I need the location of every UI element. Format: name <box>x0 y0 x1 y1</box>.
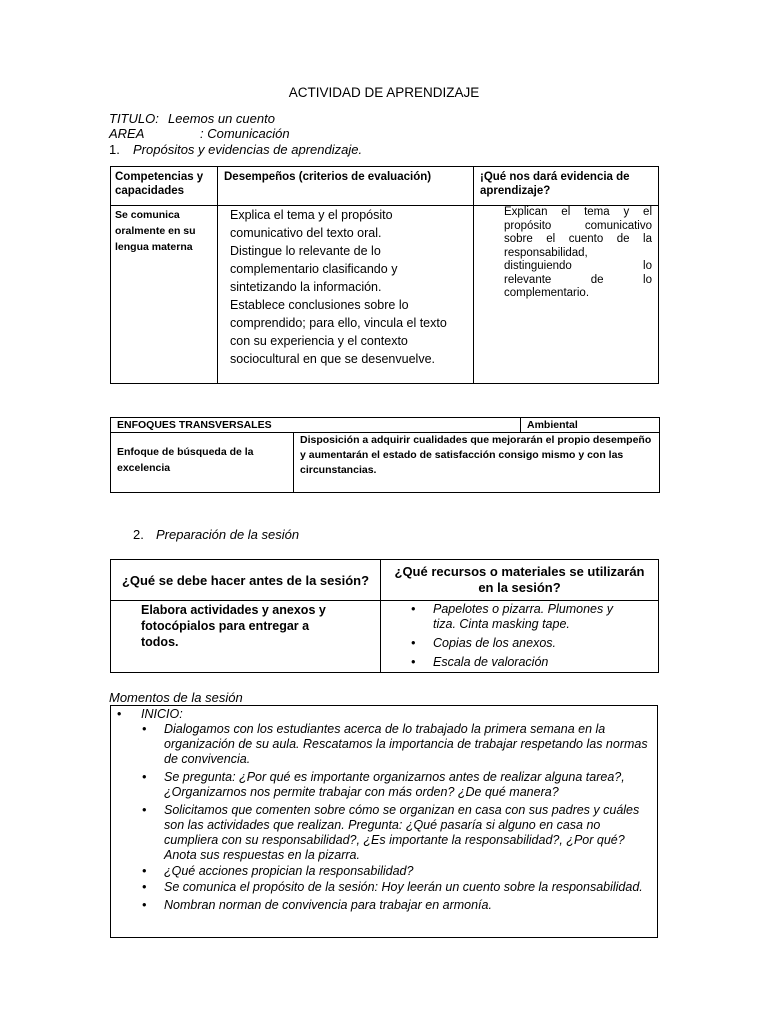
inicio-list <box>164 722 652 913</box>
desempeno-item: Establece conclusiones sobre lo comprendido; para ello, vincula el texto con su experiencia y el contexto sociocultural en que se desenvuelve. <box>230 298 447 366</box>
momentos-box <box>110 705 658 938</box>
desempeno-item: Explica el tema y el propósito comunicativo del texto oral. <box>230 208 393 240</box>
inicio-label <box>117 707 183 722</box>
enfoques-header-value: Ambiental <box>521 418 660 433</box>
titulo-label: TITULO: <box>109 111 159 126</box>
evidencia-line: responsabilidad, <box>504 246 588 259</box>
preparacion-header-antes: ¿Qué se debe hacer antes de la sesión? <box>111 560 381 601</box>
titulo-value: Leemos un cuento <box>168 111 275 126</box>
area-value: : Comunicación <box>200 126 290 141</box>
preparacion-antes-body: Elabora actividades y anexos y fotocópialos para entregar a todos. <box>111 601 381 673</box>
preparacion-table <box>110 559 659 673</box>
desempenos-cell <box>218 206 474 384</box>
section2-number: 2. <box>133 527 144 542</box>
inicio-text: INICIO: <box>141 707 183 721</box>
preparacion-header-recursos: ¿Qué recursos o materiales se utilizarán en la sesión? <box>381 560 659 601</box>
material-item: • Escala de valoración <box>433 655 636 670</box>
enfoque-name: Enfoque de búsqueda de la excelencia <box>111 433 294 493</box>
area-label: AREA <box>109 126 145 141</box>
evidencia-cell <box>474 206 659 384</box>
evidencia-line: distinguiendo lo <box>504 260 652 272</box>
inicio-item: • Se comunica el propósito de la sesión: Hoy leerán un cuento sobre la responsabilidad. <box>164 880 652 895</box>
desempenos-header: Desempeños (criterios de evaluación) <box>218 167 474 206</box>
evidencia-line: relevante de lo <box>504 273 652 286</box>
inicio-item: • Dialogamos con los estudiantes acerca de lo trabajado la primera semana en la organización de su aula. Rescatamos la importancia de trabajar respetando las normas de convivencia. <box>164 722 652 767</box>
evidencia-header: ¡Qué nos dará evidencia de aprendizaje? <box>474 167 659 206</box>
material-item: • Papelotes o pizarra. Plumones y tiza. Cinta masking tape. <box>433 602 636 632</box>
competencia-text: Se comunica oralmente en su lengua materna <box>115 209 196 253</box>
inicio-item: • Se pregunta: ¿Por qué es importante organizarnos antes de realizar alguna tarea?, ¿Organizarnos nos permite trabajar con más orden? ¿De qué manera? <box>164 770 652 800</box>
section1-label: Propósitos y evidencias de aprendizaje. <box>133 142 363 157</box>
inicio-item: • ¿Qué acciones propician la responsabilidad? <box>164 864 652 879</box>
material-item: • Copias de los anexos. <box>433 636 636 651</box>
enfoque-disposicion: Disposición a adquirir cualidades que mejorarán el propio desempeño y aumentarán el estado de satisfacción consigo mismo y con las circunstancias. <box>294 433 660 493</box>
desempeno-item: Distingue lo relevante de lo complementario clasificando y sintetizando la información. <box>230 244 398 294</box>
competencia-cell <box>111 206 218 384</box>
materiales-cell <box>381 601 659 673</box>
enfoques-table <box>110 417 660 493</box>
evidencia-line: propósito comunicativo <box>504 219 652 232</box>
inicio-item: • Nombran norman de convivencia para trabajar en armonía. <box>164 898 652 913</box>
section1-number: 1. <box>109 142 120 157</box>
inicio-bullet: • <box>117 707 122 721</box>
momentos-label: Momentos de la sesión <box>109 690 243 705</box>
inicio-item: • Solicitamos que comenten sobre cómo se organizan en casa con sus padres y cuáles son las actividades que realizan. Pregunta: ¿Qué pasaría si alguno en casa no cumpliera con su responsabilidad?, ¿Es importante la responsabilidad?, ¿Por qué? Anota sus respuestas en la pizarra. <box>164 803 652 863</box>
competencias-table <box>110 166 659 384</box>
evidencia-line: sobre el cuento de la <box>504 233 652 245</box>
section2-label: Preparación de la sesión <box>156 527 300 542</box>
competencias-header: Competencias y capacidades <box>111 167 218 206</box>
evidencia-line: complementario. <box>504 287 590 299</box>
enfoques-header: ENFOQUES TRANSVERSALES <box>111 418 521 433</box>
document-title: ACTIVIDAD DE APRENDIZAJE <box>288 85 480 100</box>
evidencia-line: Explican el tema y el <box>504 206 652 218</box>
